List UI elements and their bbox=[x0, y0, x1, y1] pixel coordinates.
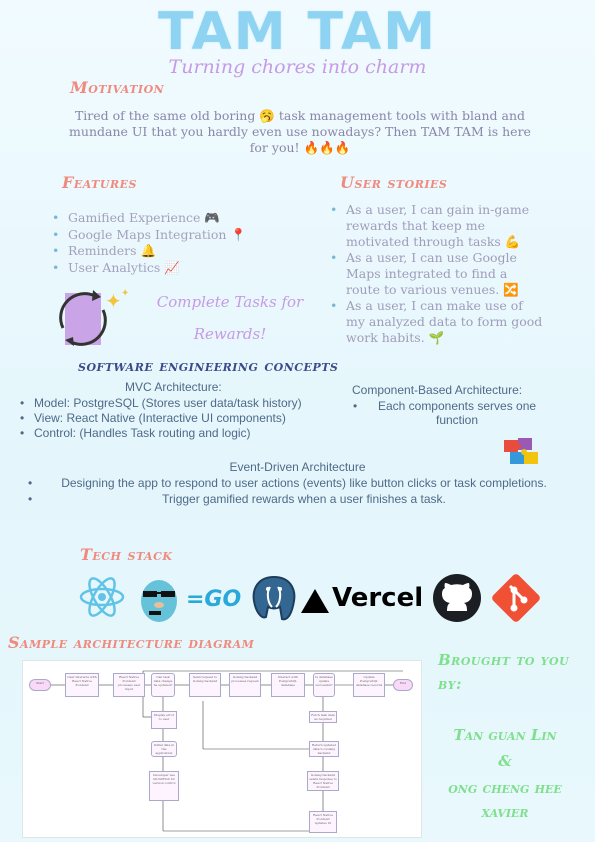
architecture-diagram bbox=[22, 660, 422, 838]
credits-heading-line-2: by: bbox=[438, 675, 462, 693]
author-name-2-line-2: xavier bbox=[481, 803, 529, 821]
diagram-node: React Native frontend updates UI bbox=[309, 811, 337, 833]
page-subtitle: Turning chores into charm bbox=[168, 56, 427, 78]
list-item: • Gamified Experience 🎮 bbox=[52, 210, 302, 227]
diagram-node: Update PostgreSQL database records bbox=[353, 673, 385, 697]
event-list bbox=[28, 476, 558, 507]
list-item: • User Analytics 📈 bbox=[52, 260, 302, 277]
diagram-end: End bbox=[393, 679, 413, 691]
diagram-node: User interacts with React Native frontend bbox=[65, 673, 99, 697]
diagram-node: Return updated data to Golang backend bbox=[309, 741, 339, 757]
features-list bbox=[52, 210, 302, 276]
reward-cycle-icon bbox=[55, 288, 135, 350]
author-name-2 bbox=[425, 779, 585, 821]
features-heading: Features bbox=[62, 173, 137, 192]
page-title: TAM TAM bbox=[158, 2, 437, 62]
list-item: • Google Maps Integration 📍 bbox=[52, 227, 302, 244]
author-name-2-line-1: ong cheng hee bbox=[448, 779, 562, 797]
reward-text bbox=[150, 290, 310, 346]
diagram-decision: Can task data change be updated? bbox=[151, 673, 175, 697]
diagram-node: Send request to Golang backend bbox=[189, 673, 221, 697]
motivation-text: Tired of the same old boring 🥱 task management tools with bland and mundane UI that you hardly even use nowadays? Then TAM TAM is here for you! 🔥🔥🔥 bbox=[69, 108, 531, 155]
list-item: • Model: PostgreSQL (Stores user data/task history) bbox=[20, 396, 302, 410]
event-title: Event-Driven Architecture bbox=[229, 460, 366, 474]
diagram-decision: Is database update successful? bbox=[313, 673, 335, 697]
go-label: =GO bbox=[186, 587, 242, 612]
user-stories-heading: User stories bbox=[340, 173, 448, 192]
credits-heading bbox=[438, 648, 569, 696]
diagram-node: Golang backend sends response to React Native frontend bbox=[307, 771, 339, 791]
list-item: • As a user, I can gain in-game rewards that keep me motivated through tasks 💪 bbox=[330, 202, 545, 250]
component-title: Component-Based Architecture: bbox=[352, 383, 523, 397]
diagram-decision: Initial data in the application bbox=[151, 741, 177, 757]
list-item: • View: React Native (Interactive UI components) bbox=[20, 411, 286, 425]
react-icon bbox=[78, 573, 126, 621]
reward-line-2: Rewards! bbox=[193, 325, 267, 343]
list-item: • As a user, I can make use of my analyzed data to form good work habits. 🌱 bbox=[330, 298, 545, 346]
diagram-node: Developer use Git/GitHub for version control bbox=[149, 771, 179, 801]
vercel-icon bbox=[300, 588, 330, 614]
diagram-node: Golang backend processes request bbox=[229, 673, 261, 697]
github-icon bbox=[432, 573, 482, 623]
diagram-start: Start bbox=[29, 679, 51, 691]
diagram-node: Interact with PostgreSQL database bbox=[271, 673, 305, 697]
list-item: • Designing the app to respond to user actions (events) like button clicks or task completions. bbox=[28, 476, 547, 490]
vercel-label: Vercel bbox=[332, 583, 424, 613]
go-gopher-icon bbox=[135, 573, 185, 623]
diagram-node: Display error to user bbox=[151, 711, 177, 729]
diagram-node: React Native frontend processes user input bbox=[113, 673, 145, 697]
postgresql-icon bbox=[248, 573, 300, 627]
git-icon bbox=[488, 570, 544, 626]
author-name-1: Tan guan Lin bbox=[453, 726, 557, 744]
mvc-title: MVC Architecture: bbox=[125, 380, 222, 394]
list-item: • As a user, I can use Google Maps integrated to find a route to various venues. 🔀 bbox=[330, 250, 545, 298]
user-stories-list bbox=[330, 202, 545, 346]
reward-line-1: Complete Tasks for bbox=[156, 293, 304, 311]
component-item: • Each components serves one function bbox=[353, 399, 537, 427]
list-item: • Control: (Handles Task routing and logic) bbox=[20, 426, 251, 440]
list-item: • Trigger gamified rewards when a user finishes a task. bbox=[28, 492, 446, 506]
diagram-node: Fetch task data as required bbox=[309, 711, 337, 723]
ampersand: & bbox=[498, 752, 512, 770]
mvc-list bbox=[20, 396, 355, 441]
tech-stack-heading: Tech stack bbox=[80, 545, 173, 564]
concepts-heading: software engineering concepts bbox=[78, 356, 339, 375]
credits-heading-line-1: Brought to you bbox=[438, 651, 570, 669]
motivation-heading: Motivation bbox=[70, 78, 165, 97]
svg-text:✦: ✦ bbox=[121, 288, 130, 299]
architecture-heading: Sample architecture diagram bbox=[8, 633, 255, 652]
svg-text:✦: ✦ bbox=[105, 289, 122, 313]
list-item: • Reminders 🔔 bbox=[52, 243, 302, 260]
